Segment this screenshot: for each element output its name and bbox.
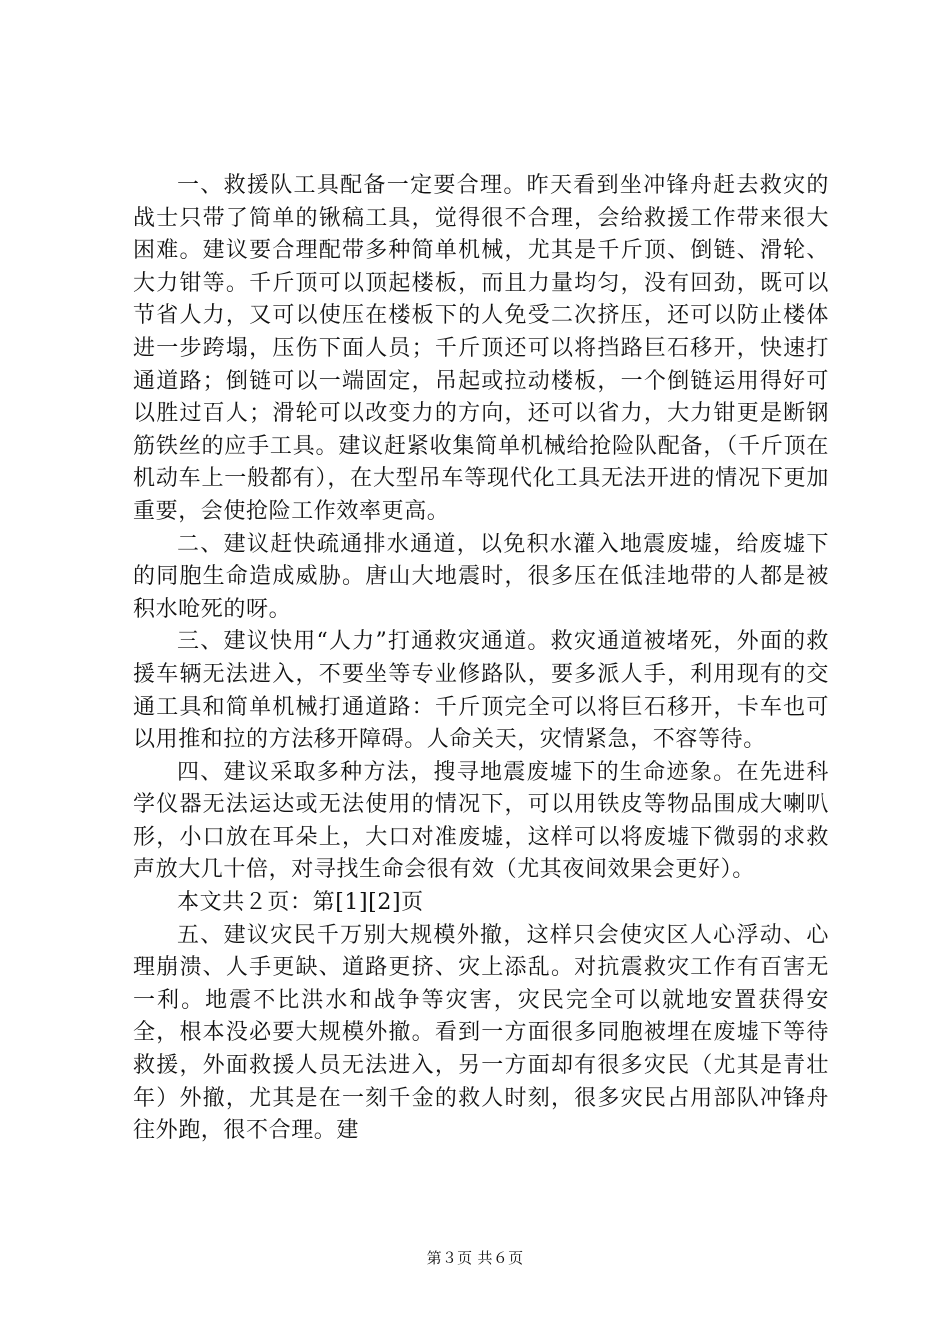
paragraph-1: 一、救援队工具配备一定要合理。昨天看到坐冲锋舟赶去救灾的战士只带了简单的锹稿工具，觉得很不合理，会给救援工作带来很大困难。建议要合理配带多种简单机械，尤其是千斤顶、倒链、滑轮、大力钳等。千斤顶可以顶起楼板，而且力量均匀，没有回劲，既可以节省人力，又可以使压在楼板下的人免受二次挤压，还可以防止楼体进一步跨塌，压伤下面人员；千斤顶还可以将挡路巨石移开，快速打通道路；倒链可以一端固定，吊起或拉动楼板，一个倒链运用得好可以胜过百人；滑轮可以改变力的方向，还可以省力，大力钳更是断钢筋铁丝的应手工具。建议赶紧收集简单机械给抢险队配备，（千斤顶在机动车上一般都有），在大型吊车等现代化工具无法开进的情况下更加重要，会使抢险工作效率更高。: [133, 173, 829, 524]
document-body: [133, 170, 829, 1148]
paragraph-3: 三、建议快用“人力”打通救灾通道。救灾通道被堵死，外面的救援车辆无法进入，不要坐等专业修路队，要多派人手，利用现有的交通工具和简单机械打通道路：千斤顶完全可以将巨石移开，卡车也可以用推和拉的方法移开障碍。人命关天，灾情紧急，不容等待。: [133, 629, 829, 753]
page-footer: 第３页 共６页: [426, 1249, 524, 1267]
paragraph-5: 五、建议灾民千万别大规模外撤，这样只会使灾区人心浮动、心理崩溃、人手更缺、道路更挤、灾上添乱。对抗震救灾工作有百害无一利。地震不比洪水和战争等灾害，灾民完全可以就地安置获得安全，根本没必要大规模外撤。看到一方面很多同胞被埋在废墟下等待救援，外面救援人员无法进入，另一方面却有很多灾民（尤其是青壮年）外撤，尤其是在一刻千金的救人时刻，很多灾民占用部队冲锋舟往外跑，很不合理。建: [133, 922, 829, 1144]
paragraph-2: 二、建议赶快疏通排水通道，以免积水灌入地震废墟，给废墟下的同胞生命造成威胁。唐山大地震时，很多压在低洼地带的人都是被积水呛死的呀。: [133, 531, 829, 622]
page-count-marker: 本文共２页：第[1][2]页: [177, 890, 424, 916]
paragraph-4: 四、建议采取多种方法，搜寻地震废墟下的生命迹象。在先进科学仪器无法运达或无法使用的情况下，可以用铁皮等物品围成大喇叭形，小口放在耳朵上，大口对准废墟，这样可以将废墟下微弱的求救声放大几十倍，对寻找生命会很有效（尤其夜间效果会更好）。: [133, 759, 829, 883]
